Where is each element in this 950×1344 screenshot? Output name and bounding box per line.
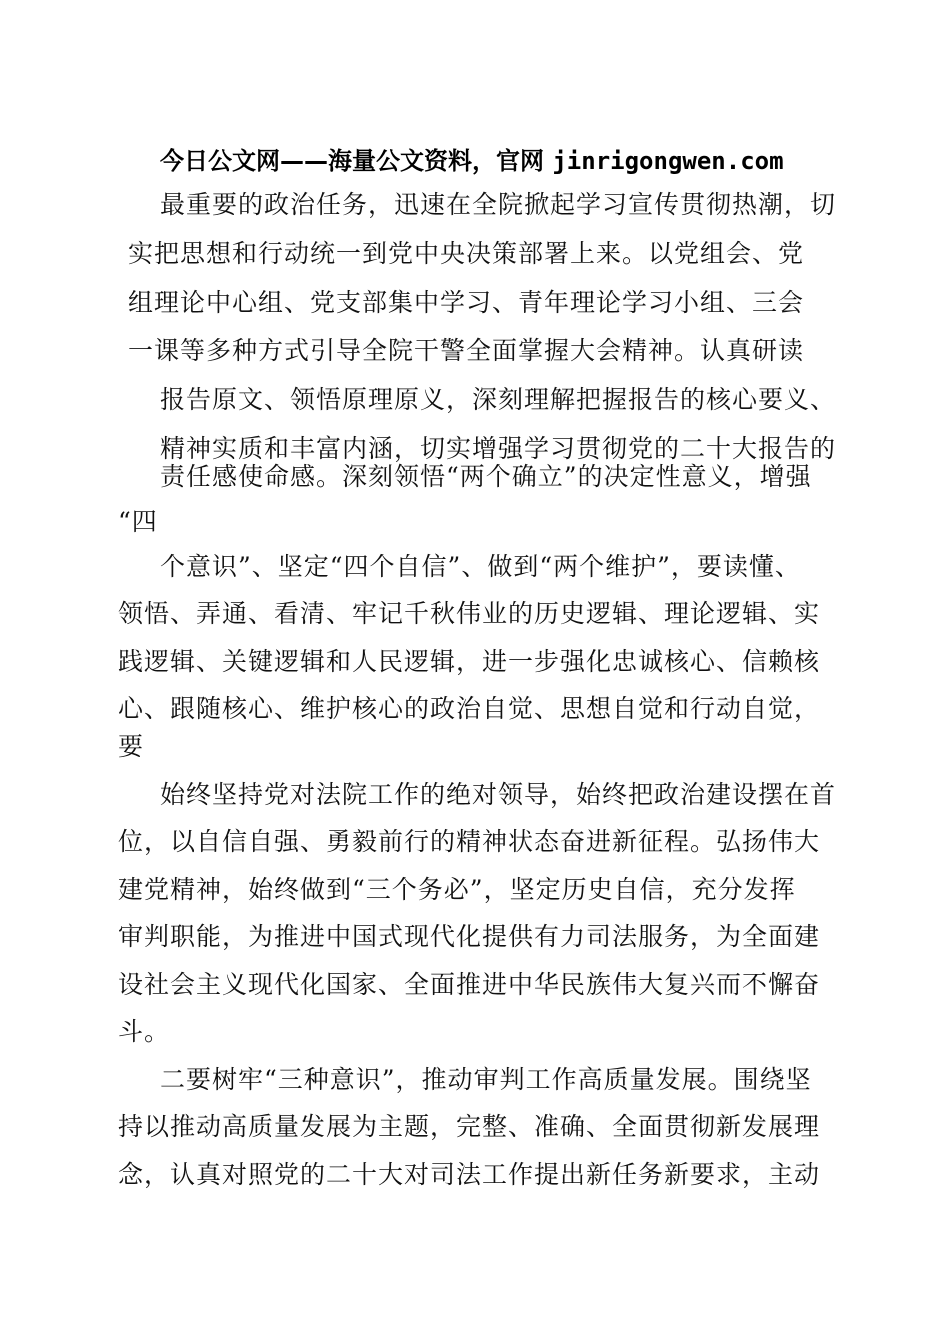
- paragraph-line: 精神实质和丰富内涵，切实增强学习贯彻党的二十大报告的: [160, 434, 837, 463]
- paragraph-line: 心、跟随核心、维护核心的政治自觉、思想自觉和行动自觉，: [118, 694, 821, 723]
- header-url: jinrigongwen.com: [552, 147, 784, 175]
- paragraph-line: 个意识”、坚定“四个自信”、做到“两个维护”，要读懂、: [160, 552, 801, 581]
- header-site-name: 今日公文网——海量公文资料，官网: [160, 147, 553, 175]
- paragraph-line: 最重要的政治任务，迅速在全院掀起学习宣传贯彻热潮，切: [160, 190, 837, 219]
- paragraph-line: 一课等多种方式引导全院干警全面掌握大会精神。认真研读: [128, 336, 805, 365]
- paragraph-line: 报告原文、领悟原理原义，深刻理解把握报告的核心要义、: [160, 385, 837, 414]
- page-header: [160, 146, 784, 176]
- paragraph-line: 念，认真对照党的二十大对司法工作提出新任务新要求，主动: [118, 1160, 821, 1189]
- paragraph-line: 设社会主义现代化国家、全面推进中华民族伟大复兴而不懈奋: [118, 970, 821, 999]
- paragraph-line: 始终坚持党对法院工作的绝对领导，始终把政治建设摆在首: [160, 780, 837, 809]
- paragraph-line: 审判职能，为推进中国式现代化提供有力司法服务，为全面建: [118, 922, 821, 951]
- paragraph-line: 持以推动高质量发展为主题，完整、准确、全面贯彻新发展理: [118, 1112, 821, 1141]
- paragraph-line: 践逻辑、关键逻辑和人民逻辑，进一步强化忠诚核心、信赖核: [118, 647, 821, 676]
- paragraph-line: “四: [118, 507, 158, 536]
- paragraph-line: 斗。: [118, 1017, 171, 1046]
- paragraph-line: 领悟、弄通、看清、牢记千秋伟业的历史逻辑、理论逻辑、实: [118, 599, 821, 628]
- paragraph-line: 组理论中心组、党支部集中学习、青年理论学习小组、三会: [128, 288, 805, 317]
- paragraph-line: 二要树牢“三种意识”，推动审判工作高质量发展。围绕坚: [160, 1065, 812, 1094]
- paragraph-line: 责任感使命感。深刻领悟“两个确立”的决定性意义，增强: [160, 462, 812, 491]
- paragraph-line: 建党精神，始终做到“三个务必”，坚定历史自信，充分发挥: [118, 875, 796, 904]
- paragraph-line: 要: [118, 732, 145, 761]
- paragraph-line: 实把思想和行动统一到党中央决策部署上来。以党组会、党: [128, 239, 805, 268]
- paragraph-line: 位，以自信自强、勇毅前行的精神状态奋进新征程。弘扬伟大: [118, 827, 821, 856]
